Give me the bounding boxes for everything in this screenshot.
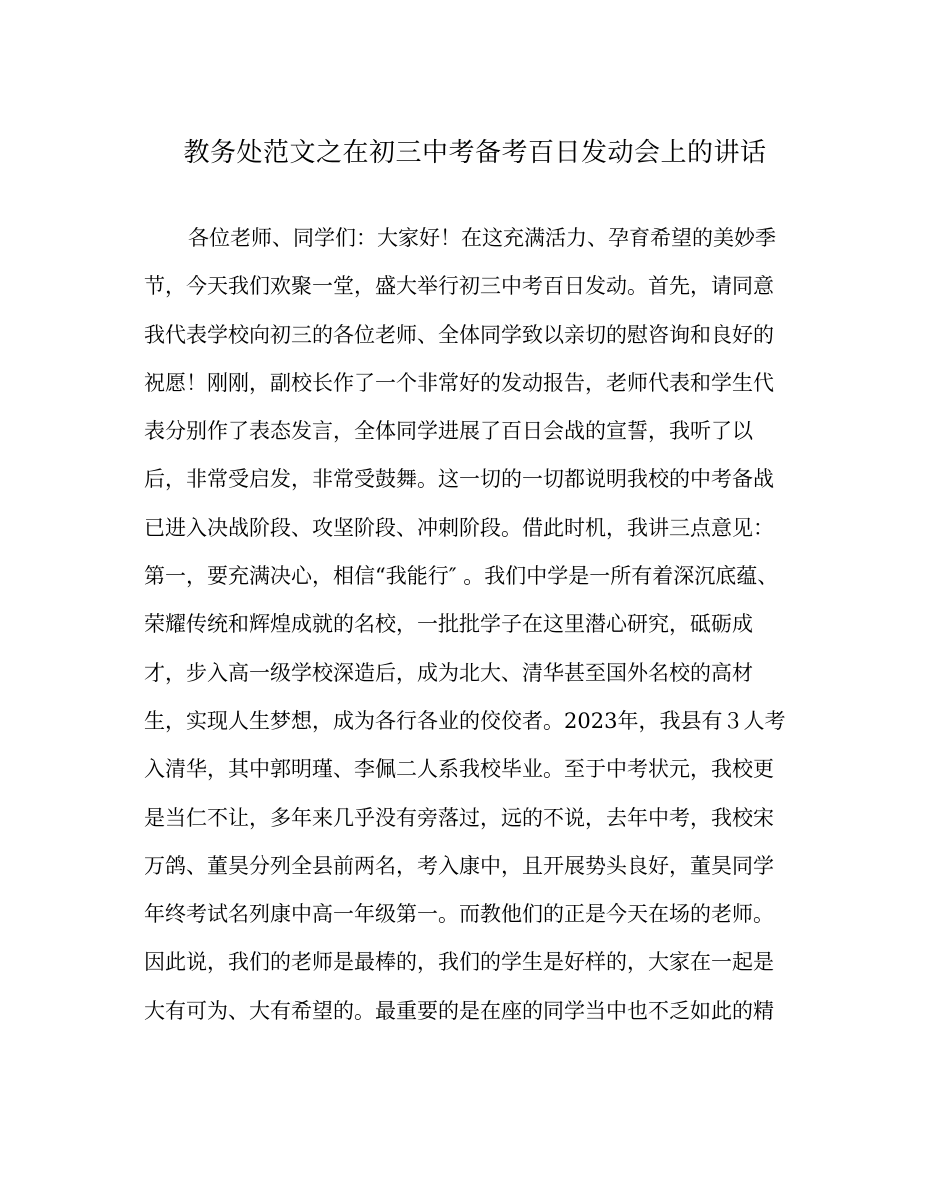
document-title: 教务处范文之在初三中考备考百日发动会上的讲话 [183, 138, 767, 168]
body-line: 第一，要充满决心，相信“我能行″ 。我们中学是一所有着深沉底蕴、 [144, 564, 779, 589]
body-line: 祝愿！刚刚，副校长作了一个非常好的发动报告，老师代表和学生代 [144, 370, 774, 395]
body-line: 因此说，我们的老师是最棒的，我们的学生是好样的，大家在一起是 [144, 950, 774, 975]
body-line: 生，实现人生梦想，成为各行各业的佼佼者。2023年，我县有３人考 [144, 708, 786, 733]
body-line: 荣耀传统和辉煌成就的名校，一批批学子在这里潜心研究，砥砺成 [144, 612, 753, 637]
body-line: 我代表学校向初三的各位老师、全体同学致以亲切的慰咨询和良好的 [144, 322, 774, 347]
body-line: 大有可为、大有希望的。最重要的是在座的同学当中也不乏如此的精 [144, 998, 774, 1023]
body-line: 才，步入高一级学校深造后，成为北大、清华甚至国外名校的高材 [144, 660, 753, 685]
body-line: 年终考试名列康中高一年级第一。而教他们的正是今天在场的老师。 [144, 902, 774, 927]
body-line: 表分别作了表态发言，全体同学进展了百日会战的宣誓，我听了以 [144, 419, 753, 444]
body-line: 后，非常受启发，非常受鼓舞。这一切的一切都说明我校的中考备战 [144, 467, 774, 492]
body-line: 是当仁不让，多年来几乎没有旁落过，远的不说，去年中考，我校宋 [144, 805, 774, 830]
body-line: 各位老师、同学们：大家好！在这充满活力、孕育希望的美妙季 [188, 226, 776, 250]
body-line: 万鸽、董昊分列全县前两名，考入康中，且开展势头良好，董昊同学 [144, 853, 774, 878]
body-line: 已进入决战阶段、攻坚阶段、冲刺阶段。借此时机，我讲三点意见： [144, 515, 774, 540]
body-line: 节，今天我们欢聚一堂，盛大举行初三中考百日发动。首先，请同意 [144, 274, 774, 299]
body-line: 入清华，其中郭明瑾、李佩二人系我校毕业。至于中考状元，我校更 [144, 757, 774, 782]
document-body [144, 214, 804, 1035]
